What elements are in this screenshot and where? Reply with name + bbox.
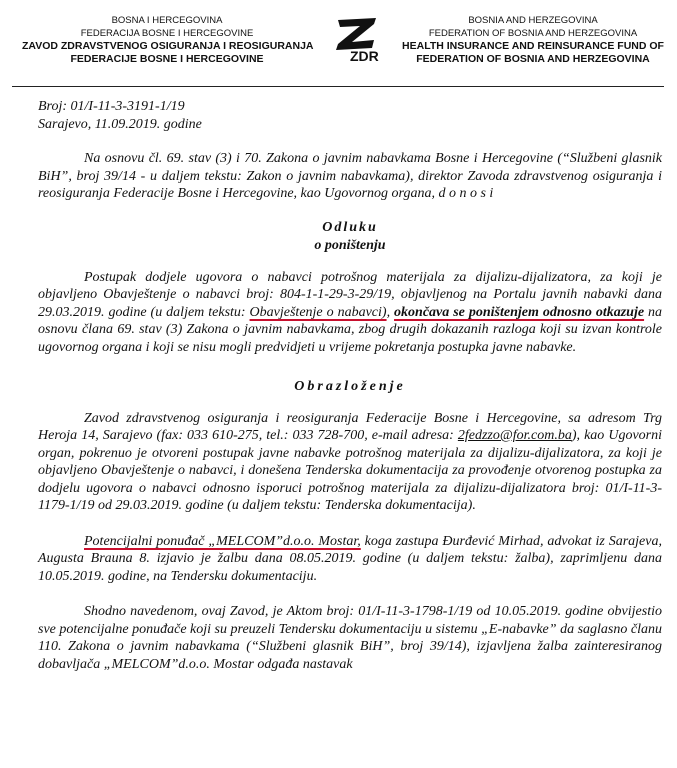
cancellation-highlight: okončava se poništenjem odnosno otkazuje [394, 304, 645, 320]
reasoning-paragraph-1 [38, 410, 662, 515]
reasoning-1-start: Zavod zdravstvenog osiguranja i reosiguranja Federacije Bosne i Hercegovine, sa adresom Trg Heroja 14, Sarajevo (fax: 033 610-275, tel.: 033 728-700, e-mail adresa: [38, 410, 662, 443]
email-link[interactable]: 2fedzzo@for.com.ba [457, 428, 572, 443]
intro-paragraph: Na osnovu čl. 69. stav (3) i 70. Zakona o javnim nabavkama Bosne i Hercegovine (“Službeni glasnik BiH”, broj 39/14 - u daljem tekstu: Zakon o javnim nabavkama), direktor Zavoda zdravstvenog osiguranja i reosiguranja Federacije Bosne i Hercegovine, kao Ugovornog organa, d o n o s i [38, 151, 662, 201]
zdr-logo-icon [330, 14, 386, 64]
letterhead-left-line: ZAVOD ZDRAVSTVENOG OSIGURANJA I REOSIGURANJA [22, 40, 314, 52]
decision-separator: , [386, 304, 395, 320]
letterhead-right-line: HEALTH INSURANCE AND REINSURANCE FUND OF [402, 40, 664, 52]
letterhead-left-line: FEDERACIJE BOSNE I HERCEGOVINE [70, 53, 264, 65]
letterhead-left-line: BOSNA I HERCEGOVINA [111, 15, 223, 26]
reasoning-paragraph-2 [38, 533, 662, 586]
decision-text-start: Postupak dodjele ugovora o nabavci potrošnog materijala za dijalizu-dijalizatora, za koji je objavljeno Obavještenje o nabavci broj: 804-1-1-29-3-29/19, objavljenog na Portalu javnih nabavki dana 29.03.2019. godine (u daljem tekstu: [38, 269, 662, 320]
letterhead-left-line: FEDERACIJA BOSNE I HERCEGOVINE [80, 28, 254, 39]
decision-paragraph [38, 269, 662, 357]
letterhead [0, 14, 677, 74]
document-date: Sarajevo, 11.09.2019. godine [38, 116, 202, 132]
header-divider [12, 86, 664, 87]
letterhead-right-line: FEDERATION OF BOSNIA AND HERZEGOVINA [428, 28, 638, 39]
reasoning-paragraph-3: Shodno navedenom, ovaj Zavod, je Aktom broj: 01/I-11-3-1798-1/19 od 10.05.2019. godine obvijestio sve potencijalne ponuđače koji su preuzeli Tendersku dokumentaciju u sistemu „E-nabavke” da saglasno članu 110. Zakona o javnim nabavkama (“Službeni glasnik BiH”, broj 39/14), izjavljena žalba zainteresiranog dobavljača „MELCOM”d.o.o. Mostar odgađa nastavak [38, 604, 662, 672]
decision-subtitle: o poništenju [314, 238, 386, 253]
decision-title: Odluku [322, 219, 378, 235]
reasoning-2-text: koga zastupa Đurđević Mirhad, advokat iz Sarajeva, Augusta Brauna 8. izjavio je žalbu dana 08.05.2019. godine (u daljem tekstu: žalba), zaprimljenu dana 10.05.2019. godine, na Tendersku dokumentaciju. [38, 533, 662, 584]
reference-number: Broj: 01/I-11-3-3191-1/19 [38, 99, 185, 114]
letterhead-left [22, 14, 312, 66]
decision-text-end: na osnovu člana 69. stav (3) Zakona o javnim nabavkama, zbog drugih dokazanih razloga koji su izvan kontrole ugovornog organa i koji se nisu mogli predvidjeti u vrijeme pokretanja postupka javne nabavke. [38, 304, 663, 355]
bidder-highlight: Potencijalni ponuđač „MELCOM”d.o.o. Mostar, [84, 533, 361, 549]
reasoning-1-end: ), kao Ugovorni organ, pokrenuo je otvoreni postupak javne nabavke potrošnog materijala za dijalizu-dijalizatora, za koji je objavljeno Obavještenje o nabavci, i donešena Tenderska dokumentacija za provođenje otvorenog postupka za dodjelu ugovora o nabavci odnosno isporuci potrošnog materijala za dijalizu-dijalizatora broj: 01/I-11-3-1179-1/19 od 29.03.2019. godine (u daljem tekstu: Tenderska dokumentacija). [38, 428, 662, 513]
letterhead-right [394, 14, 672, 66]
document-body [38, 98, 662, 673]
letterhead-right-line: BOSNIA AND HERZEGOVINA [468, 15, 598, 26]
notice-reference-highlight: Obavještenje o nabavci) [249, 304, 387, 320]
reasoning-title: Obrazloženje [294, 379, 406, 394]
letterhead-right-line: FEDERATION OF BOSNIA AND HERZEGOVINA [416, 53, 650, 65]
logo-text: ZDR [350, 48, 379, 64]
